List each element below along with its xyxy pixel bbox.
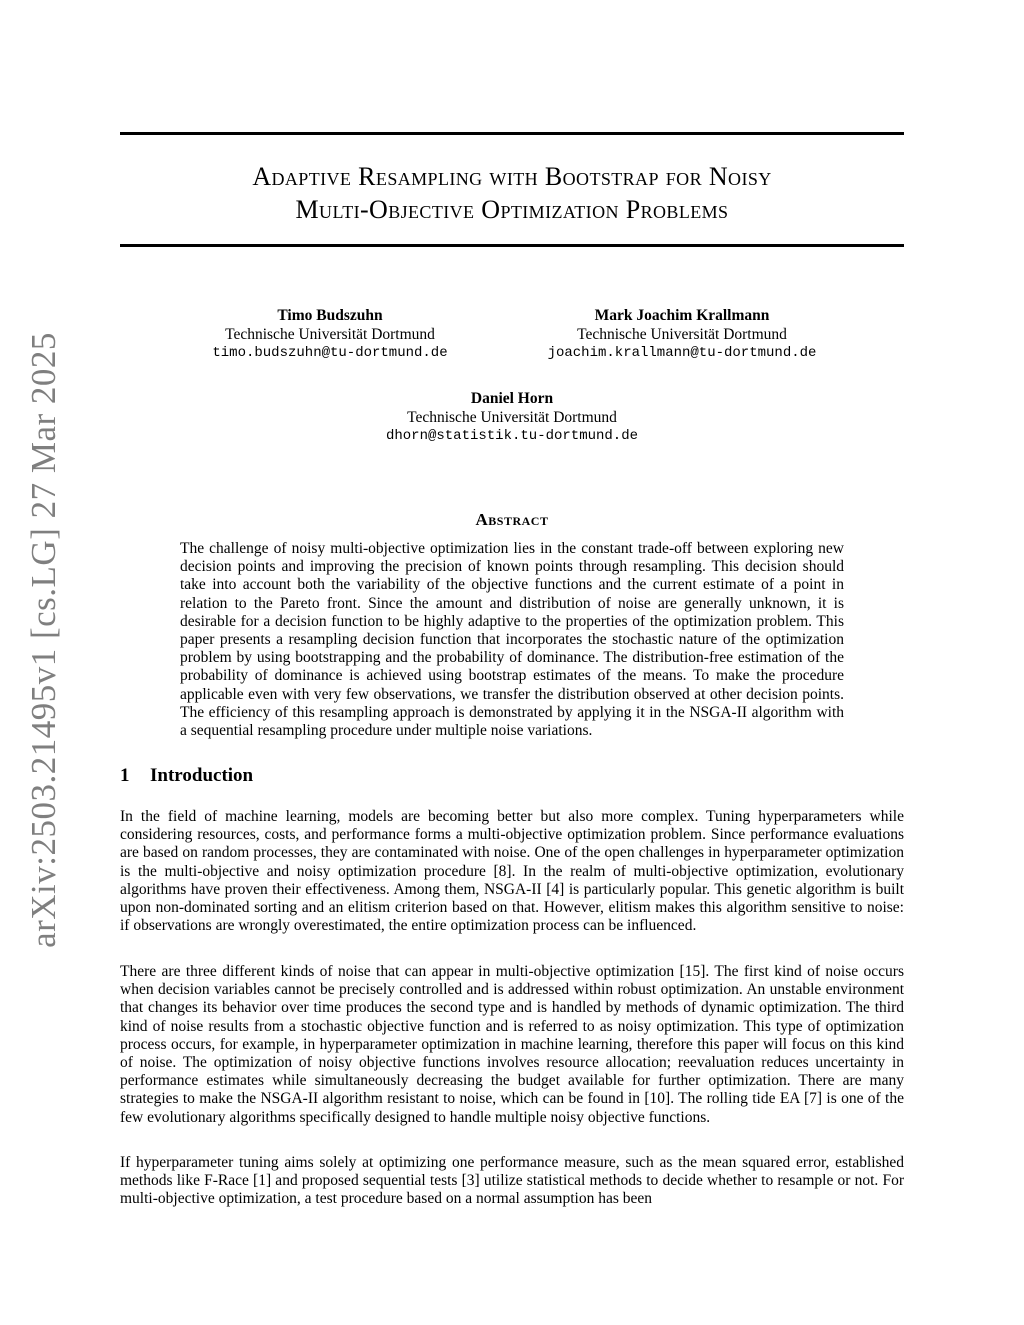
abstract-heading: Abstract: [475, 510, 549, 529]
author-email[interactable]: dhorn@statistik.tu-dortmund.de: [385, 428, 639, 444]
paper-title-line-1: Adaptive Resampling with Bootstrap for Noisy: [252, 162, 772, 191]
section-number: 1: [120, 765, 130, 786]
author-block-3: [362, 389, 662, 446]
author-email[interactable]: timo.budszuhn@tu-dortmund.de: [212, 345, 448, 361]
body-paragraph: There are three different kinds of noise that can appear in multi-objective optimization [15]. The first kind of noise occurs when decision variables cannot be precisely controlled and is addressed within robust optimization. An unstable environment that changes its behavior over time produces the second type and is handled by methods of dynamic optimization. The third kind of noise results from a stochastic objective function and is referred to as noisy optimization. This type of optimization process occurs, for example, in hyperparameter optimization in machine learning, therefore this paper will focus on this kind of noise. The optimization of noisy objective functions involves resource allocation; reevaluation reduces uncertainty in performance estimates while simultaneously decreasing the budget available for further optimization. There are many strategies to make the NSGA-II algorithm resistant to noise, which can be found in [10]. The rolling tide EA [7] is one of the few evolutionary algorithms specifically designed to handle multiple noisy objective functions.: [120, 963, 904, 1126]
body-paragraph: In the field of machine learning, models are becoming better but also more complex. Tuning hyperparameters while considering resources, costs, and performance forms a multi-objective optimization problem. Since performance evaluations are based on random processes, they are contaminated with noise. One of the open challenges in hyperparameter optimization is the multi-objective and noisy optimization procedure [8]. In the realm of multi-objective optimization, evolutionary algorithms have proven their effectiveness. Among them, NSGA-II [4] is particularly popular. This genetic algorithm is built upon non-dominated sorting and an elitism criterion based on that. However, elitism makes this algorithm sensitive to noise: if observations are wrongly overestimated, the entire optimization process can be influenced.: [120, 808, 904, 935]
section-heading-introduction: [120, 765, 253, 787]
arxiv-identifier-stamp: arXiv:2503.21495v1 [cs.LG] 27 Mar 2025: [24, 332, 63, 948]
author-block-1: [180, 306, 480, 363]
author-name: Daniel Horn: [470, 390, 554, 407]
author-affiliation: Technische Universität Dortmund: [225, 326, 435, 343]
author-affiliation: Technische Universität Dortmund: [407, 409, 617, 426]
title-bottom-rule: [120, 244, 904, 247]
title-top-rule: [120, 132, 904, 135]
abstract-text: The challenge of noisy multi-objective optimization lies in the constant trade-off between exploring new decision points and improving the precision of known points through resampling. This decision should take into account both the variability of the objective functions and the current estimate of a point in relation to the Pareto front. Since the amount and distribution of noise are generally unknown, it is desirable for a decision function to be highly adaptive to the properties of the optimization problem. This paper presents a resampling decision function that incorporates the stochastic nature of the optimization problem by using bootstrapping and the probability of dominance. The distribution-free estimation of the probability of dominance is achieved using bootstrap estimates of the means. To make the procedure applicable even with very few observations, we transfer the distribution observed at other decision points. The efficiency of this resampling approach is demonstrated by applying it in the NSGA-II algorithm with a sequential resampling procedure under multiple noise variations.: [180, 540, 844, 740]
author-name: Mark Joachim Krallmann: [594, 307, 770, 324]
author-affiliation: Technische Universität Dortmund: [577, 326, 787, 343]
author-block-2: [532, 306, 832, 363]
body-paragraph: If hyperparameter tuning aims solely at optimizing one performance measure, such as the mean squared error, established methods like F-Race [1] and proposed sequential tests [3] utilize statistical methods to decide whether to resample or not. For multi-objective optimization, a test procedure based on a normal assumption has been: [120, 1154, 904, 1208]
paper-title: [120, 160, 904, 226]
author-email[interactable]: joachim.krallmann@tu-dortmund.de: [547, 345, 817, 361]
section-title: Introduction: [150, 765, 254, 786]
paper-title-line-2: Multi-Objective Optimization Problems: [295, 195, 729, 224]
author-name: Timo Budszuhn: [277, 307, 383, 324]
